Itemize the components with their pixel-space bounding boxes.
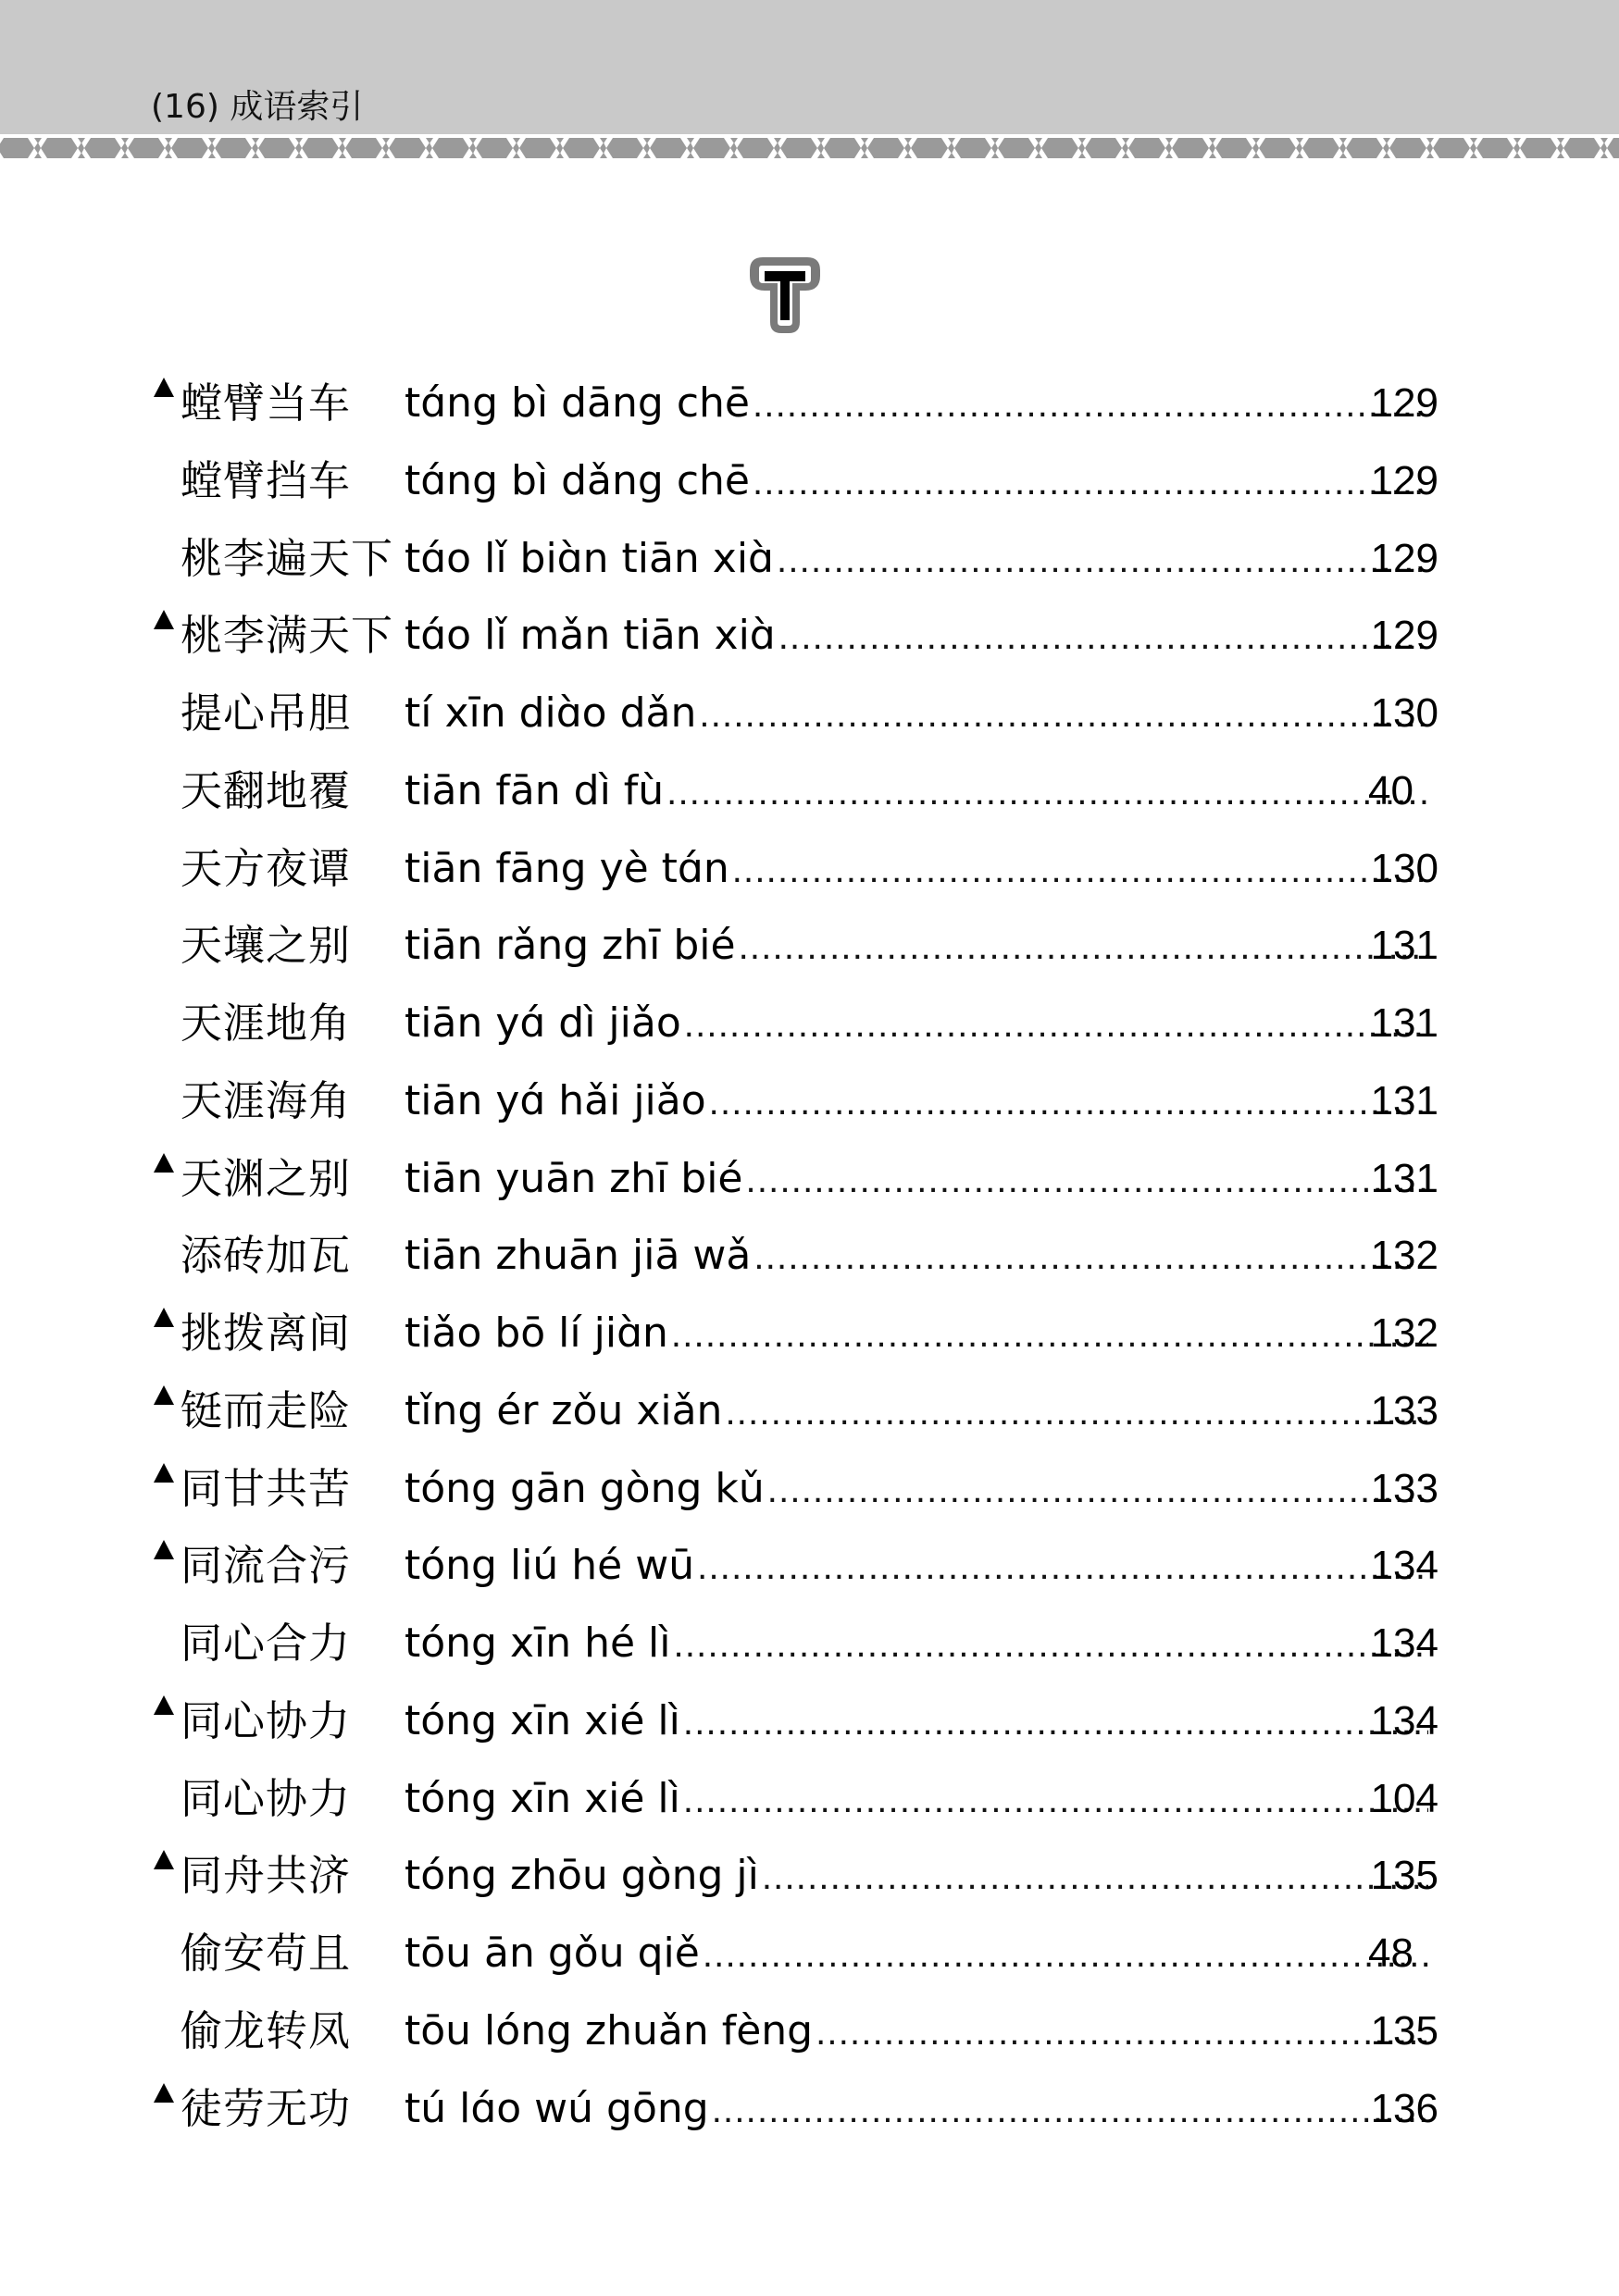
pinyin-leader-line (405, 1928, 1438, 1980)
index-entry (0, 1766, 1619, 1843)
pinyin-text: tóng xīn xié lì (405, 1696, 680, 1744)
idiom-text: 同心协力 (181, 1695, 352, 1745)
pinyin-text: tóng liú hé wū (405, 1542, 695, 1590)
dot-leader (753, 456, 1428, 507)
idiom-text: 挑拨离间 (181, 1309, 352, 1358)
index-entry (0, 1533, 1619, 1610)
triangle-marker-icon (151, 606, 177, 632)
index-entry (0, 1378, 1619, 1456)
dot-leader (777, 534, 1428, 585)
index-entry (0, 1610, 1619, 1688)
dot-leader (703, 1929, 1428, 1980)
page-number: 131 (1370, 1077, 1438, 1123)
idiom-text: 同心合力 (181, 1619, 352, 1668)
pinyin-leader-line (405, 2083, 1438, 2135)
pinyin-text: tǐng ér zǒu xiǎn (405, 1386, 723, 1434)
idiom-text: 天涯地角 (181, 999, 352, 1048)
page-number: 135 (1370, 1853, 1438, 1899)
index-entry (0, 1688, 1619, 1766)
idiom-text: 螳臂挡车 (181, 455, 352, 505)
pinyin-text: tóng xīn hé lì (405, 1620, 671, 1667)
pinyin-leader-line (405, 1850, 1438, 1902)
index-entry (0, 1843, 1619, 1920)
pinyin-leader-line (405, 610, 1438, 662)
page-number: 40 (1368, 767, 1414, 813)
triangle-marker-icon (151, 1459, 177, 1485)
pinyin-leader-line (405, 1695, 1438, 1747)
dot-leader (712, 2084, 1428, 2135)
dot-leader (739, 921, 1428, 972)
idiom-text: 铤而走险 (181, 1385, 352, 1435)
idiom-text: 天壤之别 (181, 921, 352, 971)
page-number: 130 (1370, 690, 1438, 736)
pinyin-text: tɑ́ng bì dǎng chē (405, 456, 750, 504)
page-number: 129 (1370, 613, 1438, 659)
pinyin-text: tiān zhuān jiā wǎ (405, 1232, 752, 1280)
idiom-text: 同舟共济 (181, 1851, 352, 1901)
pinyin-leader-line (405, 1153, 1438, 1205)
index-entry (0, 1300, 1619, 1378)
idiom-text: 添砖加瓦 (181, 1231, 352, 1281)
pinyin-leader-line (405, 1230, 1438, 1282)
pinyin-leader-line (405, 765, 1438, 817)
letter-t-icon (741, 248, 829, 337)
header-band (0, 0, 1619, 134)
idiom-text: 偷安苟且 (181, 1929, 352, 1978)
idiom-text: 天方夜谭 (181, 843, 352, 893)
index-entry (0, 1222, 1619, 1300)
pinyin-leader-line (405, 455, 1438, 507)
pinyin-leader-line (405, 533, 1438, 585)
pinyin-text: tɑ́o lǐ mǎn tiān xiɑ̀ (405, 612, 776, 660)
page-number: 131 (1370, 1000, 1438, 1046)
pinyin-text: tí xīn diɑ̀o dǎn (405, 689, 697, 737)
triangle-marker-icon (151, 2079, 177, 2105)
page-number: 129 (1370, 535, 1438, 581)
triangle-marker-icon (151, 1692, 177, 1718)
dot-leader (767, 1464, 1428, 1515)
pinyin-text: tɑ́ng bì dāng chē (405, 379, 750, 427)
pinyin-text: tɑ́o lǐ biɑ̀n tiān xiɑ̀ (405, 534, 774, 582)
pinyin-leader-line (405, 998, 1438, 1049)
pinyin-text: tiān yɑ́ dì jiǎo (405, 999, 681, 1047)
idiom-text: 天翻地覆 (181, 765, 352, 815)
index-entry (0, 990, 1619, 1068)
dot-leader (816, 2006, 1428, 2057)
dot-leader (709, 1076, 1428, 1127)
triangle-marker-icon (151, 1382, 177, 1408)
triangle-marker-icon (151, 374, 177, 400)
page-number: 135 (1370, 2007, 1438, 2054)
pinyin-text: tōu lóng zhuǎn fèng (405, 2006, 814, 2054)
index-entry (0, 1068, 1619, 1146)
dot-leader (746, 1154, 1429, 1205)
decorative-border (0, 134, 1619, 162)
idiom-text: 同流合污 (181, 1541, 352, 1591)
idiom-text: 偷龙转凤 (181, 2005, 352, 2055)
index-entry (0, 1920, 1619, 1998)
dot-leader (683, 1696, 1428, 1747)
pinyin-leader-line (405, 1773, 1438, 1825)
page-number: 132 (1370, 1310, 1438, 1356)
pinyin-leader-line (405, 1308, 1438, 1359)
section-letter-badge (741, 248, 829, 337)
pinyin-leader-line (405, 1618, 1438, 1669)
dot-leader (725, 1386, 1428, 1437)
dot-leader (683, 1774, 1428, 1825)
pinyin-text: tú lɑ́o wú gōng (405, 2084, 709, 2132)
pinyin-text: tóng gān gòng kǔ (405, 1464, 765, 1512)
pinyin-text: tiān yuān zhī bié (405, 1154, 743, 1202)
triangle-marker-icon (151, 1846, 177, 1872)
pinyin-leader-line (405, 1540, 1438, 1592)
triangle-marker-icon (151, 1304, 177, 1330)
page-header-title: (16) 成语索引 (151, 88, 364, 126)
pinyin-leader-line (405, 2005, 1438, 2057)
index-entry (0, 2076, 1619, 2153)
pinyin-leader-line (405, 920, 1438, 972)
page-number: 133 (1370, 1387, 1438, 1433)
pinyin-text: tiān rǎng zhī bié (405, 922, 736, 970)
dot-leader (674, 1619, 1428, 1669)
page-number: 134 (1370, 1697, 1438, 1744)
index-entry (0, 758, 1619, 836)
pinyin-leader-line (405, 688, 1438, 739)
dot-leader (753, 1231, 1428, 1282)
pinyin-text: tiǎo bō lí jiɑ̀n (405, 1309, 668, 1357)
page-number: 104 (1370, 1775, 1438, 1821)
pinyin-leader-line (405, 1463, 1438, 1515)
pinyin-leader-line (405, 843, 1438, 895)
triangle-marker-icon (151, 1149, 177, 1175)
idiom-text: 同心协力 (181, 1773, 352, 1823)
page-number: 136 (1370, 2085, 1438, 2131)
page-number: 48 (1368, 1930, 1414, 1976)
page-number: 131 (1370, 1155, 1438, 1201)
pinyin-text: tiān fān dì fù (405, 766, 665, 814)
pinyin-text: tóng xīn xié lì (405, 1774, 680, 1822)
idiom-text: 螳臂当车 (181, 379, 352, 428)
dot-leader (671, 1309, 1428, 1359)
page-number: 129 (1370, 457, 1438, 503)
index-entry (0, 836, 1619, 913)
page-number: 134 (1370, 1620, 1438, 1666)
index-entry (0, 1456, 1619, 1533)
idiom-text: 天涯海角 (181, 1075, 352, 1125)
index-entry (0, 448, 1619, 526)
pinyin-leader-line (405, 1385, 1438, 1437)
pinyin-text: tiān yɑ́ hǎi jiǎo (405, 1076, 706, 1124)
pinyin-leader-line (405, 378, 1438, 429)
idiom-text: 桃李遍天下 (181, 533, 394, 583)
index-entry (0, 680, 1619, 758)
idiom-text: 同甘共苦 (181, 1463, 352, 1513)
triangle-marker-icon (151, 1536, 177, 1562)
page-number: 130 (1370, 845, 1438, 891)
dot-leader (753, 379, 1428, 429)
dot-leader (699, 689, 1428, 739)
idiom-text: 天渊之别 (181, 1153, 352, 1203)
pinyin-text: tōu ān gǒu qiě (405, 1930, 700, 1977)
page-number: 129 (1370, 380, 1438, 426)
idiom-text: 提心吊胆 (181, 689, 352, 738)
index-entry (0, 912, 1619, 990)
page-number: 131 (1370, 923, 1438, 969)
dot-leader (778, 611, 1428, 662)
index-entry (0, 1998, 1619, 2076)
page-number: 134 (1370, 1543, 1438, 1589)
dot-leader (666, 766, 1428, 817)
page-number: 133 (1370, 1465, 1438, 1511)
index-entry (0, 1146, 1619, 1223)
index-entry (0, 526, 1619, 603)
dot-leader (697, 1541, 1428, 1592)
index-entry (0, 602, 1619, 680)
idiom-text: 桃李满天下 (181, 611, 394, 661)
page-number: 132 (1370, 1233, 1438, 1279)
pinyin-text: tóng zhōu gòng jì (405, 1852, 759, 1900)
dot-leader (684, 999, 1428, 1049)
dot-leader (762, 1851, 1428, 1902)
dot-leader (732, 844, 1428, 895)
idiom-text: 徒劳无功 (181, 2083, 352, 2133)
pinyin-leader-line (405, 1075, 1438, 1127)
pinyin-text: tiān fāng yè tɑ́n (405, 844, 729, 892)
index-entry (0, 370, 1619, 448)
